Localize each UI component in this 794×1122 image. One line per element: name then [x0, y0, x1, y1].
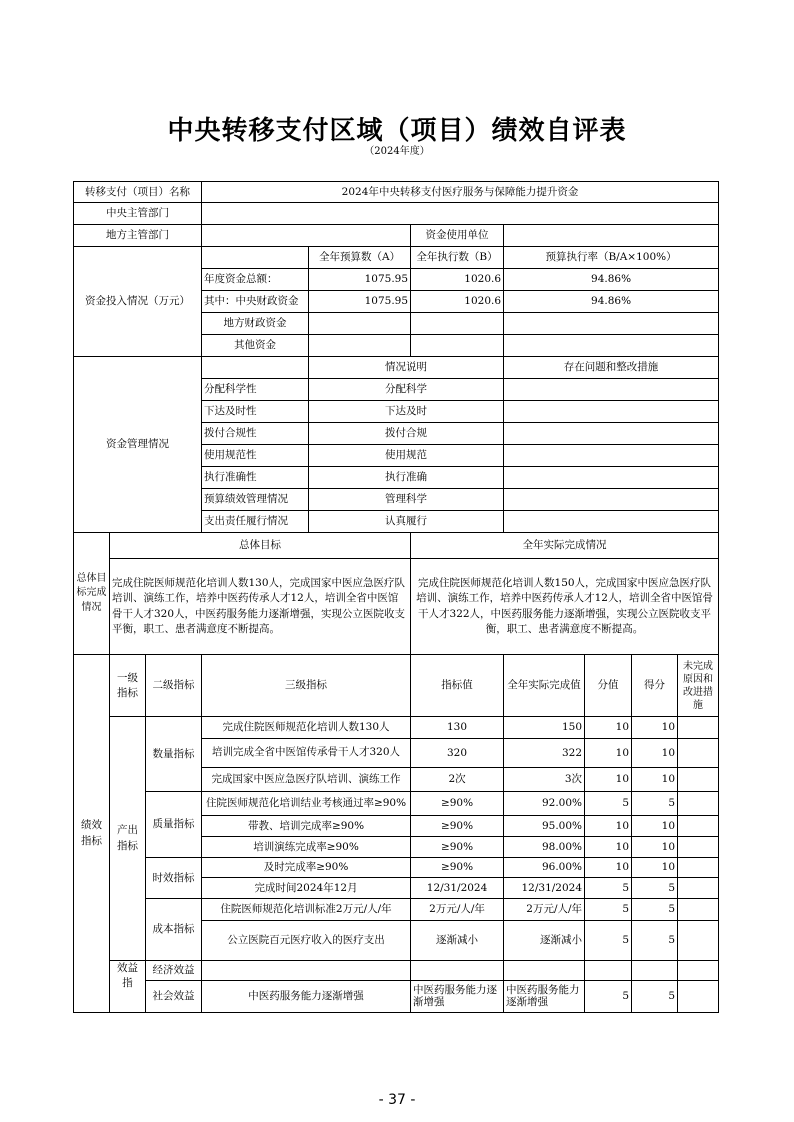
management-desc: 拨付合规: [309, 423, 504, 445]
management-item: 拨付合规性: [202, 423, 309, 445]
funds-row-label: 地方财政资金: [202, 313, 309, 335]
indicator-reason: [678, 792, 719, 816]
indicator-actual: 2万元/人/年: [504, 899, 585, 921]
management-item: 执行准确性: [202, 467, 309, 489]
indicator-name: 完成国家中医应急医疗队培训、演练工作: [202, 768, 411, 792]
indicator-score: 5: [585, 899, 632, 921]
management-header-desc: 情况说明: [309, 357, 504, 379]
indicator-got: 5: [632, 981, 678, 1013]
funds-row-label: 其中：中央财政资金: [202, 291, 309, 313]
central-dept-label: 中央主管部门: [74, 203, 202, 225]
indicator-actual: [504, 961, 585, 981]
indicator-row: [74, 792, 719, 816]
indicator-score: 5: [585, 878, 632, 899]
indicator-actual: 中医药服务能力逐渐增强: [504, 981, 585, 1013]
header-level2: 二级指标: [146, 655, 202, 717]
indicator-reason: [678, 816, 719, 837]
indicator-reason: [678, 981, 719, 1013]
funds-row-budget: [309, 313, 411, 335]
indicator-actual: 96.00%: [504, 858, 585, 878]
local-dept-value: [202, 225, 411, 247]
management-issue: [504, 489, 719, 511]
indicator-target: ≥90%: [411, 858, 504, 878]
local-dept-label: 地方主管部门: [74, 225, 202, 247]
self-evaluation-table: [73, 181, 719, 1013]
indicator-got: 10: [632, 837, 678, 858]
indicator-row: [74, 981, 719, 1013]
management-item: 下达及时性: [202, 401, 309, 423]
indicator-row: [74, 899, 719, 921]
management-desc: 下达及时: [309, 401, 504, 423]
indicator-actual: 3次: [504, 768, 585, 792]
indicator-reason: [678, 837, 719, 858]
indicator-name: 培训完成全省中医馆传承骨干人才320人: [202, 739, 411, 768]
goals-label: 总体目标完成情况: [74, 533, 110, 655]
indicator-got: 10: [632, 768, 678, 792]
indicator-target: ≥90%: [411, 816, 504, 837]
header-score: 分值: [585, 655, 632, 717]
indicator-actual: 98.00%: [504, 837, 585, 858]
management-issue: [504, 401, 719, 423]
indicator-got: [632, 961, 678, 981]
indicator-name: 中医药服务能力逐渐增强: [202, 981, 411, 1013]
funds-row-label: 年度资金总额：: [202, 269, 309, 291]
funds-row-budget: 1075.95: [309, 269, 411, 291]
indicator-actual: 12/31/2024: [504, 878, 585, 899]
page-title: 中央转移支付区域（项目）绩效自评表: [167, 116, 627, 146]
management-issue: [504, 511, 719, 533]
fund-unit-value: [504, 225, 719, 247]
goals-text: 完成住院医师规范化培训人数130人，完成国家中医应急医疗队培训、演练工作，培养中医药传承人才12人，培训全省中医馆骨干人才320人，中医药服务能力逐渐增强，实现公立医院收支平衡，职工、患者满意度不断提高。: [110, 559, 411, 655]
funds-row-budget: 1075.95: [309, 291, 411, 313]
indicator-reason: [678, 768, 719, 792]
goals-actual-text: 完成住院医师规范化培训人数150人，完成国家中医应急医疗队培训、演练工作，培养中医药传承人才12人，培训全省中医馆骨干人才322人，中医药服务能力逐渐增强，实现公立医院收支平衡，职工、患者满意度不断提高。: [411, 559, 719, 655]
management-desc: 管理科学: [309, 489, 504, 511]
management-item: 使用规范性: [202, 445, 309, 467]
goals-header-actual: 全年实际完成情况: [411, 533, 719, 559]
indicator-score: 5: [585, 921, 632, 961]
funds-row-rate: [504, 335, 719, 357]
indicator-name: 住院医师规范化培训结业考核通过率≥90%: [202, 792, 411, 816]
indicator-got: 10: [632, 739, 678, 768]
header-level1: 一级指标: [110, 655, 146, 717]
indicator-reason: [678, 717, 719, 739]
indicator-reason: [678, 921, 719, 961]
indicator-row: [74, 961, 719, 981]
indicator-actual: 95.00%: [504, 816, 585, 837]
indicator-reason: [678, 858, 719, 878]
indicator-name: 公立医院百元医疗收入的医疗支出: [202, 921, 411, 961]
indicator-target: ≥90%: [411, 792, 504, 816]
indicator-score: 10: [585, 837, 632, 858]
indicator-target: 320: [411, 739, 504, 768]
indicator-name: 完成时间2024年12月: [202, 878, 411, 899]
project-name-label: 转移支付（项目）名称: [74, 182, 202, 203]
indicator-name: [202, 961, 411, 981]
management-item: 预算绩效管理情况: [202, 489, 309, 511]
indicator-actual: 逐渐减小: [504, 921, 585, 961]
header-level3: 三级指标: [202, 655, 411, 717]
indicator-target: 中医药服务能力逐渐增强: [411, 981, 504, 1013]
indicator-reason: [678, 739, 719, 768]
indicator-target: 2次: [411, 768, 504, 792]
indicator-name: 住院医师规范化培训标准2万元/人/年: [202, 899, 411, 921]
indicator-score: 10: [585, 858, 632, 878]
funds-row-rate: 94.86%: [504, 291, 719, 313]
group-economic: 经济效益: [146, 961, 202, 981]
funds-row-rate: [504, 313, 719, 335]
group-timeliness: 时效指标: [146, 858, 202, 899]
funds-row-label: 其他资金: [202, 335, 309, 357]
indicator-row: [74, 858, 719, 878]
indicator-target: [411, 961, 504, 981]
indicator-got: 5: [632, 878, 678, 899]
management-issue: [504, 423, 719, 445]
indicator-name: 及时完成率≥90%: [202, 858, 411, 878]
funds-row-executed: [411, 313, 504, 335]
indicator-got: 10: [632, 858, 678, 878]
header-got: 得分: [632, 655, 678, 717]
indicator-score: [585, 961, 632, 981]
funds-label: 资金投入情况（万元）: [74, 247, 202, 357]
indicator-score: 10: [585, 717, 632, 739]
indicator-reason: [678, 899, 719, 921]
management-header-issue: 存在问题和整改措施: [504, 357, 719, 379]
indicator-got: 10: [632, 816, 678, 837]
indicator-name: 带教、培训完成率≥90%: [202, 816, 411, 837]
benefit-label: 效益指: [110, 961, 146, 1013]
indicator-got: 5: [632, 921, 678, 961]
indicator-reason: [678, 878, 719, 899]
indicator-actual: 92.00%: [504, 792, 585, 816]
output-label: 产出指标: [110, 717, 146, 961]
indicator-score: 5: [585, 981, 632, 1013]
project-name-value: 2024年中央转移支付医疗服务与保障能力提升资金: [202, 182, 719, 203]
group-social: 社会效益: [146, 981, 202, 1013]
page-number: - 37 -: [378, 1092, 416, 1108]
management-desc: 使用规范: [309, 445, 504, 467]
indicator-actual: 322: [504, 739, 585, 768]
indicator-actual: 150: [504, 717, 585, 739]
indicator-got: 10: [632, 717, 678, 739]
funds-header-executed: 全年执行数（B）: [411, 247, 504, 269]
indicator-name: 完成住院医师规范化培训人数130人: [202, 717, 411, 739]
group-quantity: 数量指标: [146, 717, 202, 792]
indicator-got: 5: [632, 899, 678, 921]
funds-header-budget: 全年预算数（A）: [309, 247, 411, 269]
indicator-target: 12/31/2024: [411, 878, 504, 899]
central-dept-value: [202, 203, 719, 225]
management-item: 支出责任履行情况: [202, 511, 309, 533]
group-quality: 质量指标: [146, 792, 202, 858]
management-issue: [504, 467, 719, 489]
funds-row-executed: 1020.6: [411, 291, 504, 313]
indicator-score: 5: [585, 792, 632, 816]
indicator-reason: [678, 961, 719, 981]
goals-header-goal: 总体目标: [110, 533, 411, 559]
indicator-score: 10: [585, 816, 632, 837]
indicator-target: 逐渐减小: [411, 921, 504, 961]
management-desc: 分配科学: [309, 379, 504, 401]
funds-row-executed: 1020.6: [411, 269, 504, 291]
indicators-label: 绩效指标: [74, 655, 110, 1013]
indicator-target: 2万元/人/年: [411, 899, 504, 921]
fund-unit-label: 资金使用单位: [411, 225, 504, 247]
management-issue: [504, 379, 719, 401]
indicator-score: 10: [585, 739, 632, 768]
page-subtitle: （2024年度）: [364, 146, 430, 157]
management-issue: [504, 445, 719, 467]
group-cost: 成本指标: [146, 899, 202, 961]
header-reason: 未完成原因和改进措施: [678, 655, 719, 717]
management-desc: 执行准确: [309, 467, 504, 489]
management-item: 分配科学性: [202, 379, 309, 401]
header-target: 指标值: [411, 655, 504, 717]
management-desc: 认真履行: [309, 511, 504, 533]
funds-header-rate: 预算执行率（B/A×100%）: [504, 247, 719, 269]
indicator-name: 培训演练完成率≥90%: [202, 837, 411, 858]
header-actual: 全年实际完成值: [504, 655, 585, 717]
funds-row-executed: [411, 335, 504, 357]
management-label: 资金管理情况: [74, 357, 202, 533]
indicator-row: [74, 717, 719, 739]
funds-row-rate: 94.86%: [504, 269, 719, 291]
indicator-got: 5: [632, 792, 678, 816]
indicator-target: ≥90%: [411, 837, 504, 858]
indicator-score: 10: [585, 768, 632, 792]
funds-row-budget: [309, 335, 411, 357]
indicator-target: 130: [411, 717, 504, 739]
